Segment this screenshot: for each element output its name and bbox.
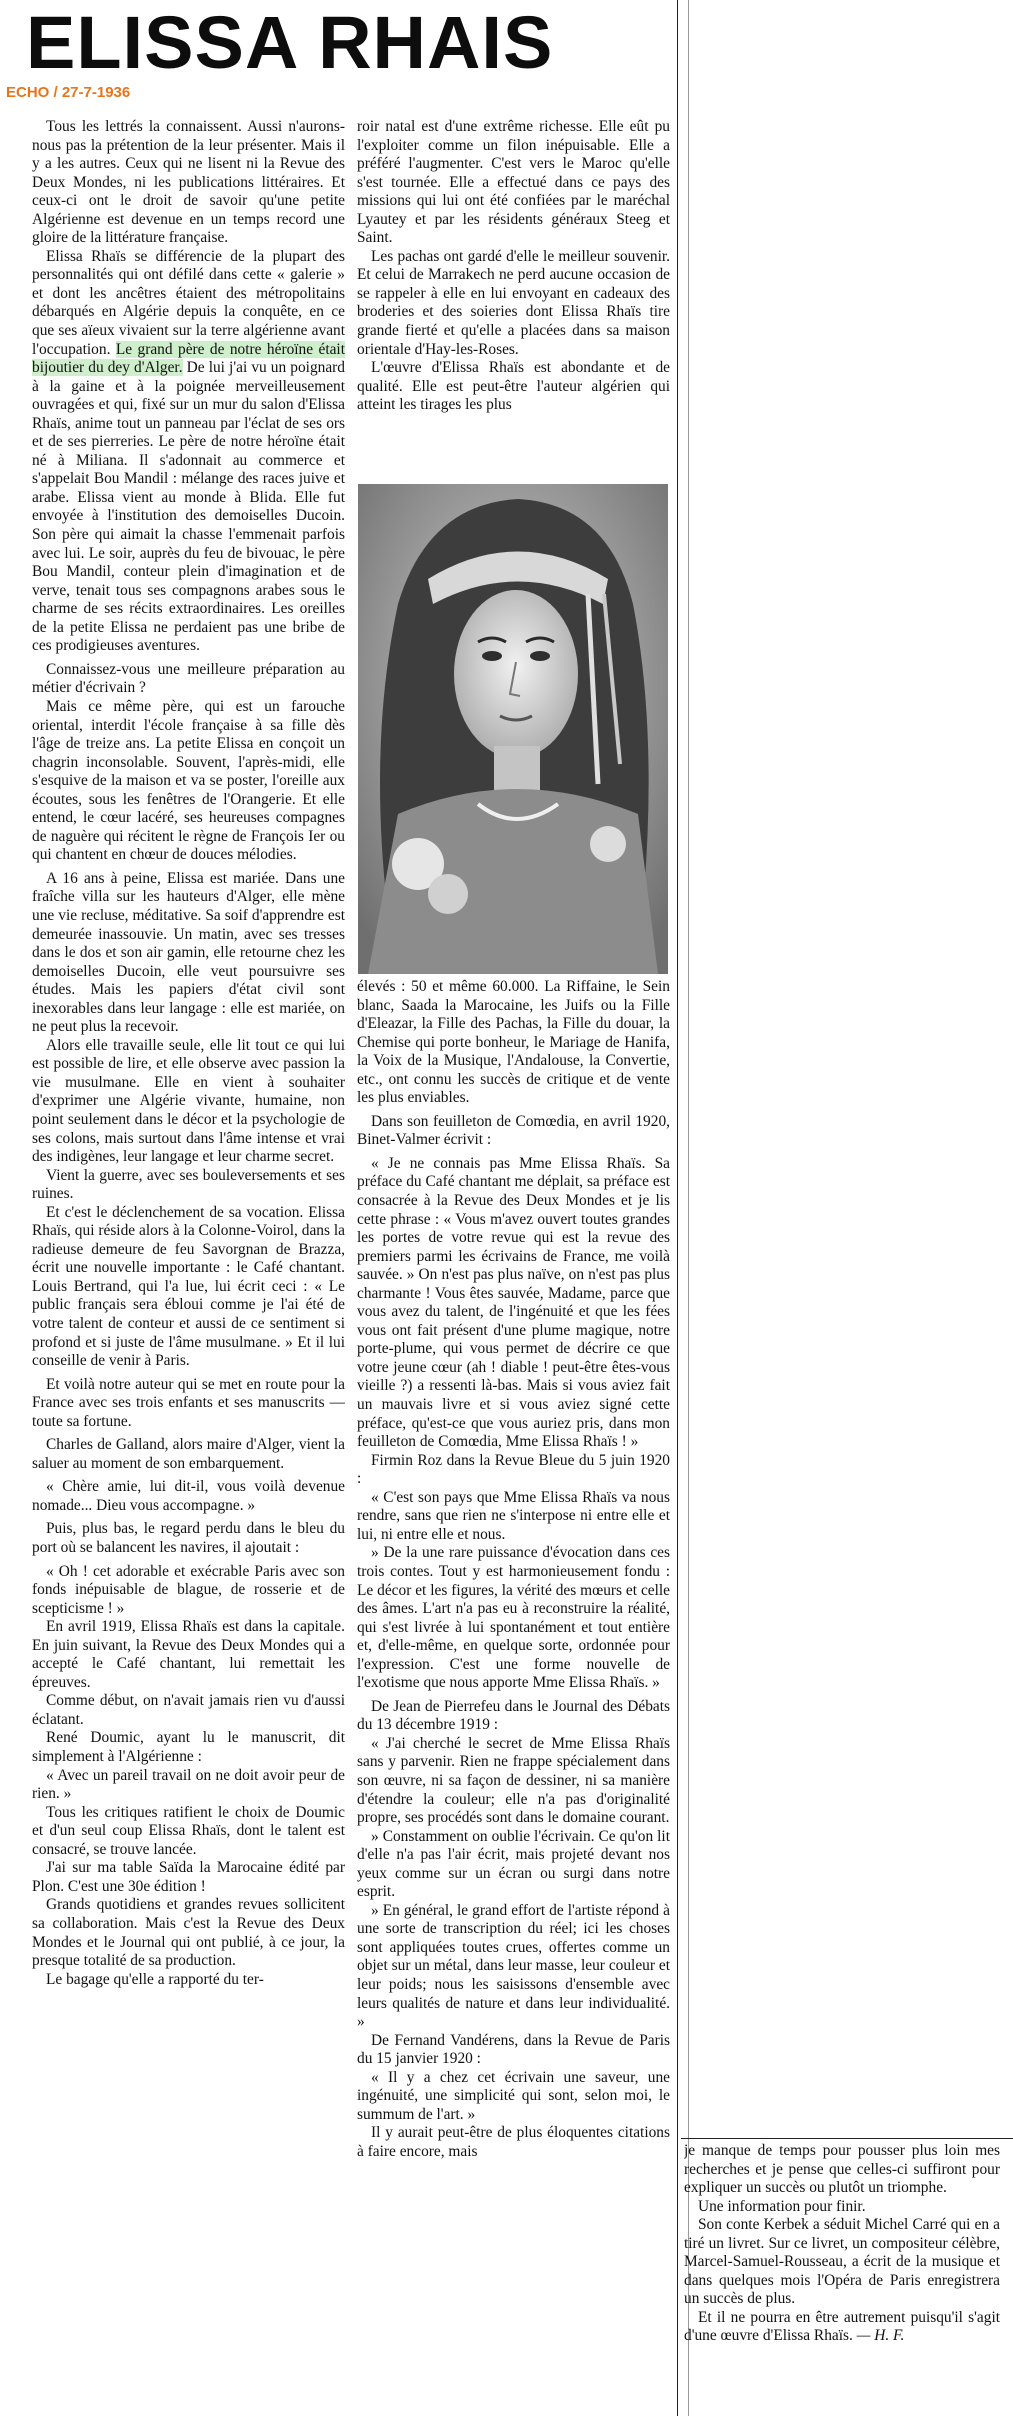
- paragraph: « Chère amie, lui dit-il, vous voilà devenue nomade... Dieu vous accompagne. »: [32, 1478, 345, 1514]
- middle-column-top: [357, 118, 670, 484]
- paragraph: Charles de Galland, alors maire d'Alger, vient la saluer au moment de son embarquement.: [32, 1436, 345, 1472]
- source-stamp: ECHO / 27-7-1936: [6, 84, 131, 101]
- paragraph: Le bagage qu'elle a rapporté du ter-: [46, 1970, 264, 1988]
- paragraph: Tous les lettrés la connaissent. Aussi n'aurons-nous pas la prétention de la leur présenter. Mais il y a les autres. Ceux qui ne lisent ni la Revue des Deux Mondes, ni les publications littéraires. Et ceux-ci ont le droit de savoir qu'une petite Algérienne est devenue en un temps record une gloire de la littérature française.: [32, 118, 345, 247]
- paragraph: L'œuvre d'Elissa Rhaïs est abondante et de qualité. Elle est peut-être l'auteur algérien qui atteint les tirages les plus: [357, 359, 670, 414]
- right-column-top-rule: [681, 2138, 1013, 2139]
- paragraph: René Doumic, ayant lu le manuscrit, dit simplement à l'Algérienne :: [32, 1729, 345, 1766]
- paragraph: Comme début, on n'avait jamais rien vu d'aussi éclatant.: [32, 1692, 345, 1728]
- paragraph: A 16 ans à peine, Elissa est mariée. Dans une fraîche villa sur les hauteurs d'Alger, elle mène une vie recluse, méditative. Sa soif d'apprendre est demeurée inassouvie. Un matin, avec ses tresses dans le dos et son air gamin, elle retourne chez les demoiselles Ducoin, elle veut poursuivre ses études. Mais les papiers d'état civil sont inexorables dans leur langage : elle est mariée, on ne peut plus la recevoir.: [32, 869, 345, 1036]
- paragraph: Une information pour finir.: [698, 2197, 866, 2215]
- paragraph: « J'ai cherché le secret de Mme Elissa Rhaïs sans y parvenir. Rien ne frappe spécialement dans son œuvre, ni sa façon de dessiner, ni sa manière d'étendre la couleur; elle n'a pas d'originalité propre, ses procédés sont dans le domaine courant.: [357, 1734, 670, 1827]
- paragraph: Vient la guerre, avec ses bouleversements et ses ruines.: [32, 1166, 345, 1203]
- paragraph: » En général, le grand effort de l'artiste répond à une sorte de transcription du réel; ici les choses sont appliquées toutes crues, offertes comme un objet sur un métal, dans leur masse, leur couleur et leur poids; nous les saisissons d'ensemble avec leurs qualités de nature et dans leur individualité. »: [357, 1901, 670, 2031]
- article-title: ELISSA RHAIS: [26, 1, 554, 84]
- right-column: [684, 2142, 1000, 2416]
- paragraph: Mais ce même père, qui est un farouche oriental, interdit l'école française à sa fille dès l'âge de treize ans. La petite Elissa en conçoit un chagrin inconsolable. Souvent, l'après-midi, elle s'esquive de la maison et va se poster, l'oreille aux écoutes, sous les fenêtres de l'Orangerie. Et elle entend, le cœur lacéré, ses heureuses compagnes de naguère qui récitent le règne de François Ier ou qui chantent en chœur de douces mélodies.: [32, 697, 345, 864]
- portrait-photo: [358, 484, 668, 974]
- paragraph: je manque de temps pour pousser plus loin mes recherches et je pense que celles-ci suffiront pour expliquer un succès ou plutôt un triomphe.: [684, 2142, 1000, 2197]
- paragraph: élevés : 50 et même 60.000. La Riffaine, le Sein blanc, Saada la Marocaine, les Juifs ou la Fille d'Eleazar, la Fille des Pachas, la Fille du douar, la Chemise qui porte bonheur, le Mariage de Hanifa, la Voix de la Musique, l'Andalouse, la Convertie, etc., ont connu les succès de critique et de vente les plus enviables.: [357, 978, 670, 1107]
- paragraph: Et voilà notre auteur qui se met en route pour la France avec ses trois enfants et ses manuscrits — toute sa fortune.: [32, 1375, 345, 1430]
- paragraph: « Oh ! cet adorable et exécrable Paris avec son fonds inépuisable de blague, de rosserie et de scepticisme ! »: [32, 1562, 345, 1617]
- paragraph: Grands quotidiens et grandes revues sollicitent sa collaboration. Mais c'est la Revue des Deux Mondes et le Journal qui ont publié, à ce jour, la presque totalité de sa production.: [32, 1896, 345, 1970]
- column-rule-right: [688, 0, 689, 2416]
- paragraph: « Avec un pareil travail on ne doit avoir peur de rien. »: [32, 1766, 345, 1803]
- paragraph: » Constamment on oublie l'écrivain. Ce qu'on lit d'elle n'a pas l'air écrit, mais projeté devant nos yeux comme sur un écran ou surgi dans notre esprit.: [357, 1827, 670, 1901]
- paragraph: Tous les critiques ratifient le choix de Doumic et d'un seul coup Elissa Rhaïs, dont le talent est consacré, se trouve lancée.: [32, 1803, 345, 1858]
- author-signature: — H. F.: [856, 2327, 905, 2345]
- paragraph: Alors elle travaille seule, elle lit tout ce qui lui est possible de lire, et elle observe avec passion la vie musulmane. Elle en vient à souhaiter d'exprimer une Algérie vivante, humaine, non point seulement dans le décor et la psychologie de ses colons, mais surtout dans l'âme intense et vrai des indigènes, leur langage et leur charme secret.: [32, 1036, 345, 1166]
- paragraph: De Fernand Vandérens, dans la Revue de Paris du 15 janvier 1920 :: [357, 2031, 670, 2068]
- paragraph: En avril 1919, Elissa Rhaïs est dans la capitale. En juin suivant, la Revue des Deux Mondes qui a accepté le Café chantant, lui remettait les épreuves.: [32, 1618, 345, 1691]
- portrait-image: [358, 484, 668, 974]
- paragraph: De Jean de Pierrefeu dans le Journal des Débats du 13 décembre 1919 :: [357, 1697, 670, 1734]
- paragraph: J'ai sur ma table Saïda la Marocaine édité par Plon. C'est une 30e édition !: [32, 1859, 345, 1895]
- left-column: [32, 118, 345, 2416]
- paragraph-with-highlight: Elissa Rhaïs se différencie de la plupart des personnalités qui ont défilé dans cette « galerie » et dont les ancêtres étaient des métropolitains débarqués en Algérie depuis la conquête, en ce que ses aïeux vivaient sur la terre algérienne avant l'occupation. Le grand père de notre héroïne était bijoutier du dey d'Alger. De lui j'ai vu un poignard à la gaine et à la poignée merveilleusement ouvragées et qui, fixé sur un mur du salon d'Elissa Rhaïs, anime tout un panneau par l'éclat de ses ors et de ses pierreries. Le père de notre héroïne était né à Miliana. Il s'adonnait au commerce et s'appelait Bou Mandil : mélange des races juive et arabe. Elissa vient au monde à Blida. Elle fut envoyée à l'institution des demoiselles Ducoin. Son père qui aimait la chasse l'emmenait parfois avec lui. Le soir, auprès du feu de bivouac, le père Bou Mandil, conteur plein d'imagination et de verve, tenait tous ses compagnons arabes sous le charme de ses récits extraordinaires. Les oreilles de la petite Elissa ne perdaient pas une bribe de ces prodigieuses aventures.: [32, 247, 345, 655]
- paragraph: Il y aurait peut-être de plus éloquentes citations à faire encore, mais: [357, 2124, 670, 2160]
- paragraph: Les pachas ont gardé d'elle le meilleur souvenir. Et celui de Marrakech ne perd aucune occasion de se rappeler à elle en lui envoyant en cadeaux des broderies et des soieries dont Elissa Rhaïs tire grande fierté et qu'elle a placées dans sa maison orientale d'Hay-les-Roses.: [357, 247, 670, 358]
- column-rule-left: [677, 0, 678, 2416]
- paragraph: Puis, plus bas, le regard perdu dans le bleu du port où se balancent les navires, il ajoutait :: [32, 1520, 345, 1557]
- paragraph: roir natal est d'une extrême richesse. Elle eût pu l'exploiter comme un filon inépuisable. Elle a préféré l'augmenter. C'est vers le Maroc qu'elle s'est tournée. Elle a effectué dans ce pays des missions qui lui ont été confiées par le maréchal Lyautey et par les résidents généraux Steeg et Saint.: [357, 118, 670, 247]
- paragraph: Et c'est le déclenchement de sa vocation. Elissa Rhaïs, qui réside alors à la Colonne-Voirol, dans la radieuse demeure de feu Savorgnan de Brazza, écrit une nouvelle importante : le Café chantant. Louis Bertrand, qui l'a lue, lui écrit ceci : « Le public français sera ébloui comme je l'ai été de votre talent de conteur et aussi de ce sentiment si profond et si juste de l'âme musulmane. » Et il lui conseille de venir à Paris.: [32, 1203, 345, 1370]
- paragraph: « C'est son pays que Mme Elissa Rhaïs va nous rendre, sans que rien ne s'interpose ni entre elle et lui, ni entre elle et nous.: [357, 1488, 670, 1543]
- paragraph: « Il y a chez cet écrivain une saveur, une ingénuité, une simplicité qui sont, selon moi, le summum de l'art. »: [357, 2068, 670, 2123]
- paragraph-with-signature: Et il ne pourra en être autrement puisqu'il s'agit d'une œuvre d'Elissa Rhaïs. — H. F.: [684, 2308, 1000, 2345]
- middle-column-bottom: [357, 978, 670, 2416]
- paragraph: Son conte Kerbek a séduit Michel Carré qui en a tiré un livret. Sur ce livret, un compositeur célèbre, Marcel-Samuel-Rousseau, a écrit de la musique et dans quelques mois l'Opéra de Paris enregistrera un succès de plus.: [684, 2216, 1000, 2308]
- highlighted-text: Le grand père de notre héroïne était bijoutier du dey d'Alger.: [32, 340, 345, 377]
- paragraph: Connaissez-vous une meilleure préparation au métier d'écrivain ?: [32, 660, 345, 697]
- paragraph: Dans son feuilleton de Comœdia, en avril 1920, Binet-Valmer écrivit :: [357, 1112, 670, 1149]
- paragraph: » De la une rare puissance d'évocation dans ces trois contes. Tout y est harmonieusement fondu : Le décor et les figures, la vérité des mœurs et celle des âmes. L'art n'a pas eu à reconstruire la réalité, qui s'est livrée à lui spontanément et tout entière et, d'elle-même, en quelque sorte, ordonnée pour l'expression. C'est une forme nouvelle de l'exotisme que nous apporte Mme Elissa Rhaïs. »: [357, 1544, 670, 1692]
- paragraph: « Je ne connais pas Mme Elissa Rhaïs. Sa préface du Café chantant me déplait, sa préface est consacrée à la Revue des Deux Mondes et je lis cette phrase : « Vous m'avez ouvert toutes grandes les portes de votre revue qui est la revue des premiers parmi les écrivains de France, me voilà sauvée. » On n'est pas plus naïve, on n'est pas plus charmante ! Vous êtes sauvée, Madame, parce que vous avez du talent, de l'ingénuité et que les fées vous ont fait présent d'une plume magique, notre porte-plume, qui vous permet de décrire ce que votre jeune cœur (ah ! diable ! peut-être êtes-vous vieille ?) a ressenti là-bas. Mais si vous aviez fait un mauvais livre et si vous aviez signé cette préface, qu'est-ce que vous auriez pris, dans mon feuilleton de Comœdia, Mme Elissa Rhaïs ! »: [357, 1154, 670, 1451]
- paragraph: Firmin Roz dans la Revue Bleue du 5 juin 1920 :: [357, 1451, 670, 1488]
